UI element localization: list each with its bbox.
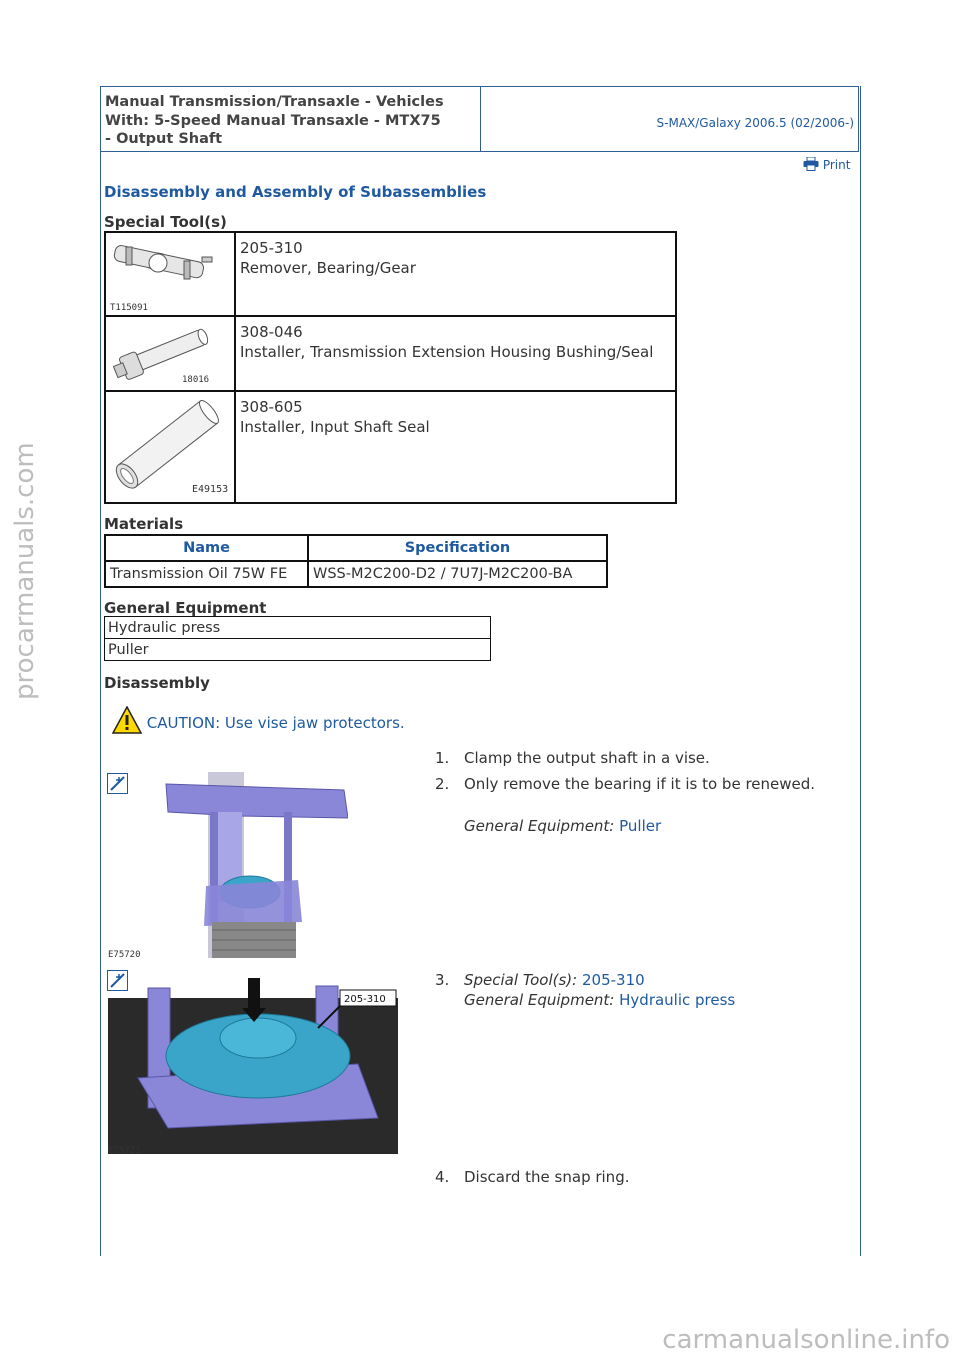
tool-image-caption: E49153 [192,484,229,495]
tool-number: 308-605 [240,398,303,416]
tool-image-caption: T115091 [110,303,148,313]
printer-icon [803,157,819,171]
general-equipment-table [104,616,491,661]
tool-name: Installer, Transmission Extension Housing Bushing/Seal [240,343,654,361]
section-title: Disassembly and Assembly of Subassemblies [104,183,487,201]
tool-image-caption: 18016 [182,375,210,385]
tool-row [106,233,675,317]
equipment-label: General Equipment: [464,817,615,835]
figure-press-removing-gear [108,968,398,1154]
tool-row [106,392,675,502]
tool-row [106,317,675,392]
special-tools-table [104,231,677,504]
print-label: Print [822,158,851,172]
tool-number: 205-310 [240,239,303,257]
header-divider [480,87,481,151]
tool-name: Remover, Bearing/Gear [240,259,416,277]
equipment-item: Puller [105,639,491,661]
table-row [105,617,491,639]
title-line: Manual Transmission/Transaxle - Vehicles [105,94,444,110]
footer-watermark: carmanualsonline.info [662,1325,950,1355]
tool-description [236,392,434,502]
step-text: Clamp the output shaft in a vise. [464,749,710,767]
tool-description [236,233,420,315]
tool-label: Special Tool(s): [464,971,578,989]
title-line: With: 5-Speed Manual Transaxle - MTX75 [105,112,441,129]
print-button[interactable] [803,157,850,172]
material-name: Transmission Oil 75W FE [105,561,308,587]
step-4 [435,1167,630,1187]
column-header: Specification [308,535,607,561]
materials-heading: Materials [104,515,184,533]
tool-link-205-310[interactable]: 205-310 [582,971,645,989]
caution-text: CAUTION: Use vise jaw protectors. [146,714,405,732]
document-header [100,86,859,152]
table-header-row [105,535,607,561]
document-title [105,93,477,149]
step-equipment [464,816,661,836]
equipment-item: Hydraulic press [105,617,491,639]
table-row [105,639,491,661]
title-line: - Output Shaft [105,131,223,147]
column-header: Name [105,535,308,561]
tool-description [236,317,657,390]
materials-table [104,534,608,588]
step-number: 1. [435,749,450,767]
step-3 [435,970,736,1009]
tool-image-bushing-installer [106,317,236,390]
step-text: Discard the snap ring. [464,1168,630,1186]
general-equipment-heading: General Equipment [104,599,267,617]
equipment-link-puller[interactable]: Puller [619,817,662,835]
step-tool [464,970,645,990]
step-number: 2. [435,775,450,793]
caution-note [112,706,405,734]
step-2 [435,774,816,835]
step-equipment [464,990,735,1010]
figure-puller-removing-bearing [108,772,348,958]
step-1 [435,748,710,768]
tool-image-seal-installer [106,392,236,502]
material-spec: WSS-M2C200-D2 / 7U7J-M2C200-BA [308,561,607,587]
equipment-link-hydraulic-press[interactable]: Hydraulic press [619,991,736,1009]
step-number: 3. [435,971,450,989]
figure-caption: E75720 [108,950,141,960]
figure-caption: E75721 [108,1146,141,1156]
tool-image-bearing-remover [106,233,236,315]
tool-name: Installer, Input Shaft Seal [240,418,430,436]
side-watermark: procarmanuals.com [10,442,40,700]
special-tools-heading: Special Tool(s) [104,213,227,231]
table-row [105,561,607,587]
vehicle-label: S-MAX/Galaxy 2006.5 (02/2006-) [656,116,854,130]
tool-number: 308-046 [240,323,303,341]
equipment-label: General Equipment: [464,991,615,1009]
step-text: Only remove the bearing if it is to be renewed. [464,775,816,793]
disassembly-heading: Disassembly [104,674,210,692]
figure-callout: 205-310 [344,994,386,1005]
warning-icon [112,706,142,734]
step-number: 4. [435,1168,450,1186]
